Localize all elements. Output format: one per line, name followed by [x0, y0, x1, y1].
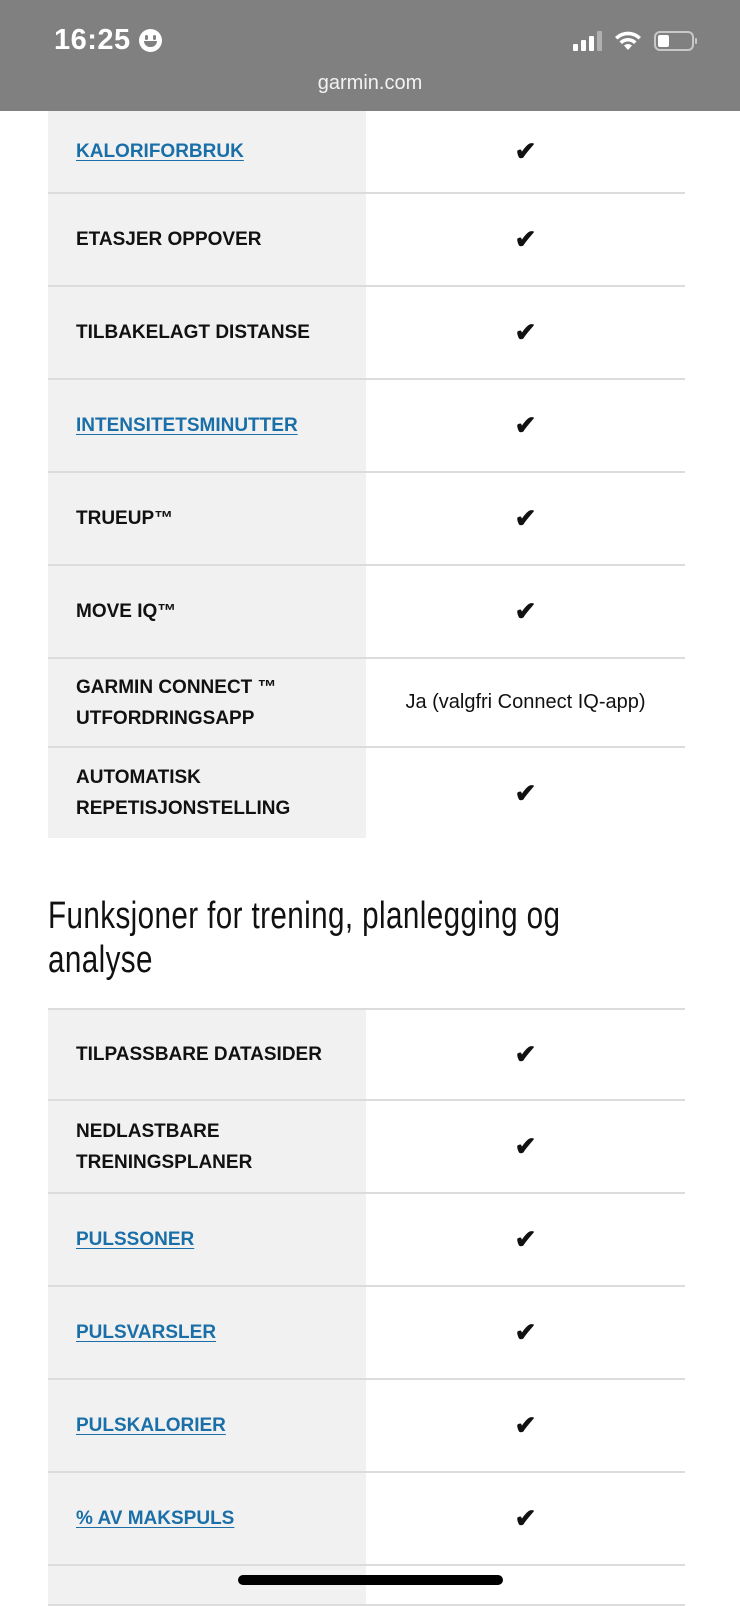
- table-row: [48, 565, 685, 658]
- feature-link-pulskalorier[interactable]: PULSKALORIER: [76, 1415, 226, 1436]
- feature-link-kaloriforbruk[interactable]: KALORIFORBRUK: [76, 141, 244, 162]
- checkmark-icon: ✔: [514, 410, 537, 440]
- table-row: [48, 1193, 685, 1286]
- table-row: [48, 286, 685, 379]
- section-heading: Funksjoner for trening, planlegging og analyse: [48, 895, 561, 981]
- feature-value-text: Ja (valgfri Connect IQ-app): [405, 691, 646, 713]
- feature-link-pulssoner[interactable]: PULSSONER: [76, 1229, 195, 1250]
- feature-label: AUTOMATISK REPETISJONSTELLING: [48, 747, 366, 838]
- status-icons: [573, 30, 694, 52]
- table-row: [48, 1472, 685, 1565]
- table-row: [48, 1009, 685, 1100]
- table-row: [48, 1379, 685, 1472]
- smiley-face-icon: [139, 29, 162, 52]
- clock-text: 16:25: [54, 24, 131, 56]
- table-row: [48, 472, 685, 565]
- features-table-2: [48, 1008, 685, 1606]
- table-row: [48, 658, 685, 747]
- features-table-1: [48, 111, 685, 838]
- feature-link-intensitetsminutter[interactable]: INTENSITETSMINUTTER: [76, 415, 298, 436]
- battery-icon: [654, 31, 694, 51]
- feature-link-pulsvarsler[interactable]: PULSVARSLER: [76, 1322, 217, 1343]
- checkmark-icon: ✔: [514, 1131, 537, 1161]
- feature-label: TILPASSBARE DATASIDER: [48, 1009, 366, 1100]
- home-indicator[interactable]: [238, 1575, 503, 1585]
- table-row: [48, 1565, 685, 1605]
- feature-label: GARMIN CONNECT ™ UTFORDRINGSAPP: [48, 658, 366, 747]
- checkmark-icon: ✔: [514, 777, 537, 808]
- table-row: [48, 379, 685, 472]
- checkmark-icon: ✔: [514, 1224, 537, 1254]
- feature-link-av-makspuls[interactable]: % AV MAKSPULS: [76, 1508, 235, 1529]
- table-row: [48, 193, 685, 286]
- browser-top-bar: [0, 0, 740, 111]
- table-row: [48, 1100, 685, 1193]
- checkmark-icon: ✔: [514, 317, 537, 347]
- checkmark-icon: ✔: [514, 596, 537, 626]
- checkmark-icon: ✔: [514, 136, 537, 166]
- feature-label: TILBAKELAGT DISTANSE: [48, 286, 366, 379]
- cellular-signal-icon: [573, 31, 602, 51]
- wifi-icon: [614, 30, 642, 52]
- feature-label: ETASJER OPPOVER: [48, 193, 366, 286]
- feature-label: MOVE IQ™: [48, 565, 366, 658]
- table-row: [48, 1286, 685, 1379]
- table-row: [48, 747, 685, 838]
- feature-label: TRUEUP™: [48, 472, 366, 565]
- checkmark-icon: ✔: [514, 503, 537, 533]
- checkmark-icon: ✔: [514, 1317, 537, 1347]
- checkmark-icon: ✔: [514, 1410, 537, 1440]
- checkmark-icon: ✔: [514, 1039, 537, 1069]
- status-time: [54, 24, 162, 57]
- page-content: [48, 111, 685, 1606]
- url-bar[interactable]: garmin.com: [317, 72, 423, 94]
- checkmark-icon: ✔: [514, 224, 537, 254]
- table-row: [48, 111, 685, 193]
- checkmark-icon: ✔: [514, 1503, 537, 1533]
- feature-label: NEDLASTBARE TRENINGSPLANER: [48, 1100, 366, 1193]
